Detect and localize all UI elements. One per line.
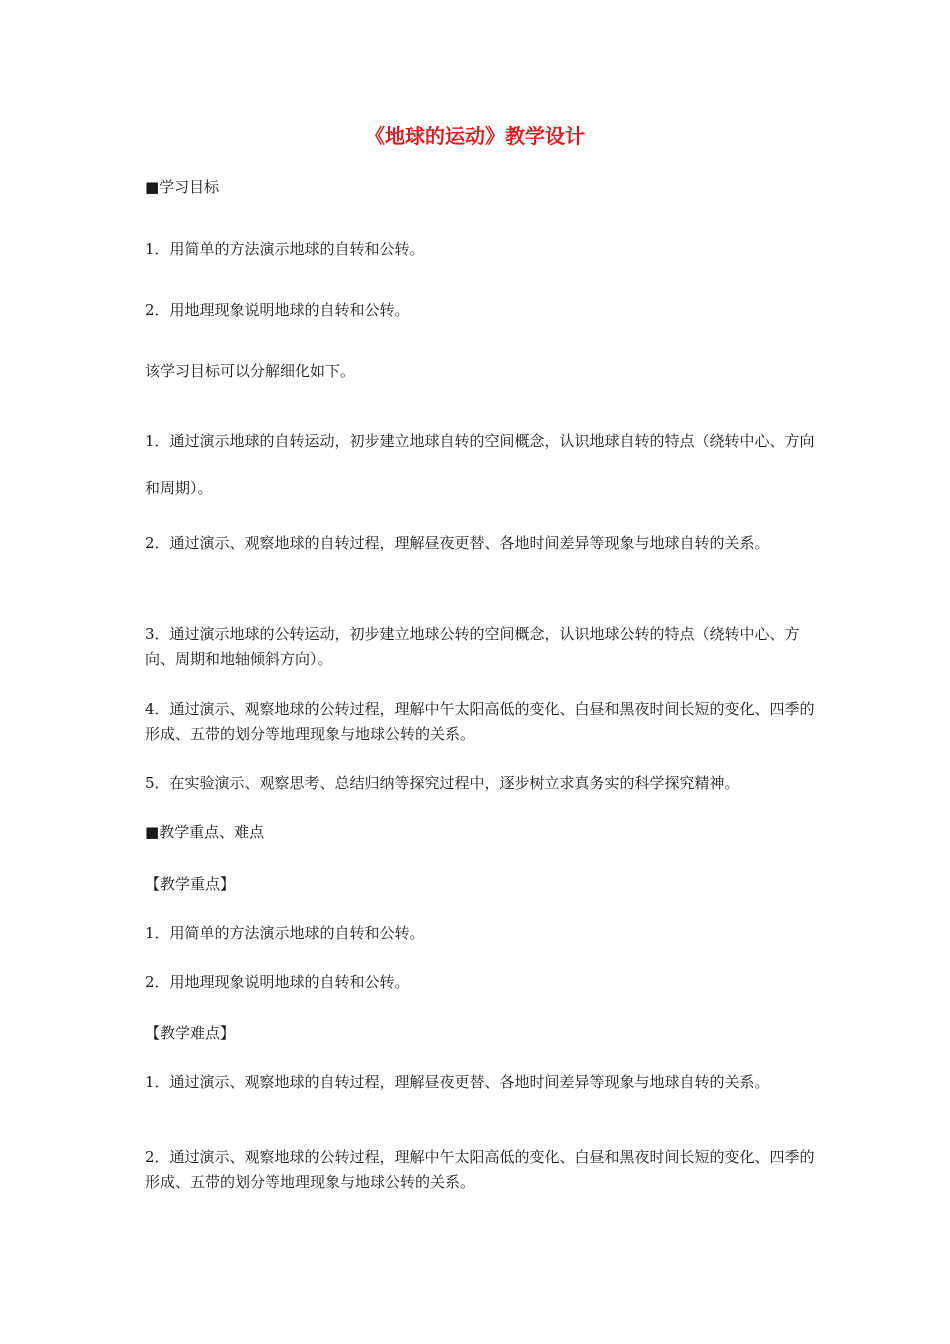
focus-item-1: 1．用简单的方法演示地球的自转和公转。 — [145, 924, 425, 942]
objective-detail-4: 4．通过演示、观察地球的公转过程，理解中午太阳高低的变化、白昼和黑夜时间长短的变化、四季的形成、五带的划分等地理现象与地球公转的关系。 — [145, 700, 815, 743]
objective-item-1: 1．用简单的方法演示地球的自转和公转。 — [145, 240, 425, 258]
objective-detail-1: 1．通过演示地球的自转运动，初步建立地球自转的空间概念，认识地球自转的特点（绕转中心、方向和周期）。 — [145, 432, 815, 497]
focus-item-2: 2．用地理现象说明地球的自转和公转。 — [145, 973, 410, 991]
objectives-intro: 该学习目标可以分解细化如下。 — [145, 362, 356, 380]
objectives-heading: ■学习目标 — [145, 178, 220, 196]
key-points-heading: ■教学重点、难点 — [145, 823, 265, 841]
objective-detail-2: 2．通过演示、观察地球的自转过程，理解昼夜更替、各地时间差异等现象与地球自转的关系。 — [145, 534, 770, 552]
focus-label: 【教学重点】 — [145, 875, 236, 893]
difficulty-item-1: 1．通过演示、观察地球的自转过程，理解昼夜更替、各地时间差异等现象与地球自转的关系。 — [145, 1073, 770, 1091]
document-title: 《地球的运动》教学设计 — [365, 124, 585, 148]
difficulty-label: 【教学难点】 — [145, 1024, 236, 1042]
objective-item-2: 2．用地理现象说明地球的自转和公转。 — [145, 301, 410, 319]
objective-detail-5: 5．在实验演示、观察思考、总结归纳等探究过程中，逐步树立求真务实的科学探究精神。 — [145, 774, 740, 792]
objective-detail-3: 3．通过演示地球的公转运动，初步建立地球公转的空间概念，认识地球公转的特点（绕转中心、方向、周期和地轴倾斜方向）。 — [145, 625, 800, 668]
difficulty-item-2: 2．通过演示、观察地球的公转过程，理解中午太阳高低的变化、白昼和黑夜时间长短的变化、四季的形成、五带的划分等地理现象与地球公转的关系。 — [145, 1148, 815, 1191]
